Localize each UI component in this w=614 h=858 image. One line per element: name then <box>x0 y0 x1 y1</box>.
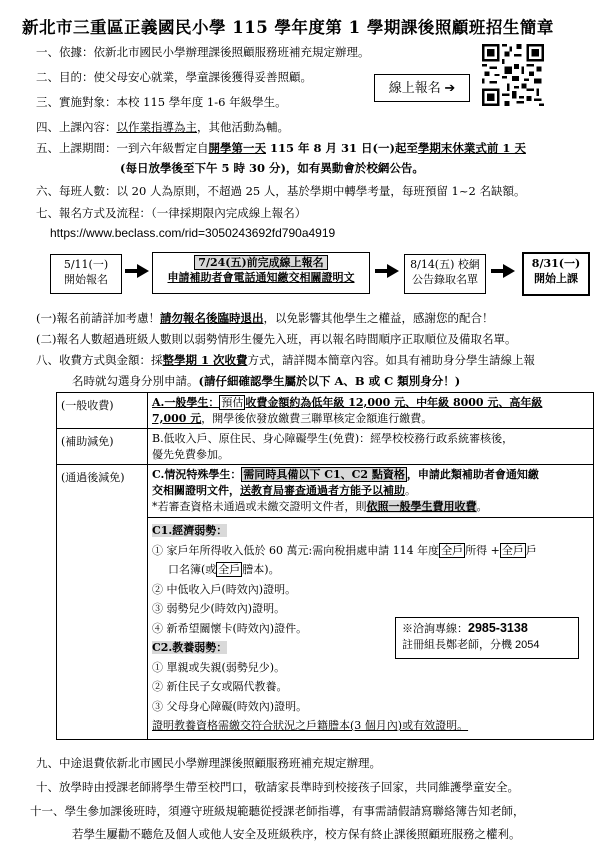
contact-label: ※洽詢專線： <box>402 623 468 635</box>
item-8-line2 <box>72 373 460 389</box>
table-row <box>57 429 594 465</box>
c1-item-1-a: ① 家戶年所得收入低於 60 萬元:需向稅捐處申請 114 年度 <box>152 543 440 557</box>
arrow-right-icon: ➔ <box>444 80 456 95</box>
category-a-title: A.一般學生： <box>152 396 220 409</box>
c1-item-3: ③ 弱勢兒少(時效內)證明。 <box>152 602 286 615</box>
note-1-prefix: (一)報名前請詳加考慮！ <box>36 311 160 325</box>
item-1: 一、依據：依新北市國民小學辦理課後照顧服務班補充規定辦理。 <box>36 45 370 59</box>
c1-item-1-box1: 全戶 <box>441 543 464 557</box>
contact-phone[interactable]: 2985-3138 <box>468 621 528 635</box>
item-8-line2-emphasis: (請仔細確認學生屬於以下 A、B 或 C 類別身分！) <box>198 374 461 388</box>
category-c-line2-suffix: 。 <box>405 484 416 497</box>
c2-item-2: ② 新住民子女或隔代教養。 <box>152 680 288 693</box>
estimate-badge: 預估 <box>221 396 244 409</box>
item-8 <box>36 352 535 368</box>
item-11-line2: 若學生屢勸不聽危及個人或他人安全及班級秩序，校方保有終止課後照顧班服務之權利。 <box>72 827 521 841</box>
c1-item-1-d-box: 全戶 <box>218 563 241 576</box>
c1-item-1-d-prefix: 口名簿(或 <box>168 563 217 576</box>
row-label: (通過後減免) <box>57 465 148 740</box>
row-label: (一般收費) <box>57 393 148 429</box>
note-1 <box>36 310 493 326</box>
category-c-title: C.情況特殊學生： <box>152 468 242 481</box>
flow-step-2 <box>152 252 370 294</box>
row-content <box>148 465 594 740</box>
c1-item-1-box2: 全戶 <box>501 543 524 557</box>
flow-step-3-label: 公告錄取名單 <box>412 273 478 286</box>
item-8-emphasis: 整學期 1 次收費 <box>162 353 248 367</box>
flow-step-1-date: 5/11(一) <box>63 258 109 271</box>
item-8-suffix: 方式，請詳閱本簡章內容。如具有補助身分學生請線上報 <box>247 353 536 367</box>
page-title: 新北市三重區正義國民小學 115 學年度第 1 學期課後照顧班招生簡章 <box>22 18 554 37</box>
row-content <box>148 429 594 465</box>
arrow-right-icon <box>387 264 399 278</box>
category-c-review: 送教育局審查通過者方能予以補助 <box>240 484 405 497</box>
table-row <box>57 465 594 740</box>
signup-url[interactable]: https://www.beclass.com/rid=3050243692fd790a4919 <box>50 226 336 240</box>
category-c-line2-prefix: 交相關證明文件， <box>152 484 240 497</box>
flow-step-4-date: 8/31(一) <box>531 257 581 270</box>
c2-title: C2.教養弱勢： <box>152 641 228 654</box>
category-a-fee-high: 7,000 元 <box>152 411 202 425</box>
category-c-line1-suffix: ，申請此類補助者會通知繳 <box>406 468 539 481</box>
row-label: (補助減免) <box>57 429 148 465</box>
item-7: 七、報名方式及流程：（一律採期限內完成線上報名） <box>36 206 307 220</box>
flow-step-2-label: 申請補助者會電話通知繳交相關證明文 <box>167 271 355 284</box>
flow-step-3-date: 8/14(五) 校網 <box>410 258 480 271</box>
c1-title: C1.經濟弱勢： <box>152 524 228 537</box>
c1-item-4: ④ 新希望關懷卡(時效內)證件。 <box>152 621 308 635</box>
flow-step-1 <box>50 254 122 294</box>
item-4-suffix: ，其他活動為輔。 <box>197 120 289 134</box>
c2-item-1: ① 單親或失親(弱勢兒少)。 <box>152 660 286 674</box>
item-5-end: 學期末休業式前 1 天 <box>417 141 526 155</box>
item-8-line2-prefix: 名時就勾選身分別申請。 <box>72 374 199 388</box>
arrow-right-icon <box>137 264 149 278</box>
item-4 <box>36 119 289 135</box>
category-c-requirement: 需同時具備以下 C1、C2 點資格 <box>243 468 405 481</box>
c2-item-3: ③ 父母身心障礙(時效內)證明。 <box>152 699 308 713</box>
contact-person: 註冊組長鄭老師，分機 2054 <box>402 639 540 651</box>
item-4-emphasis: 以作業指導為主 <box>116 120 197 134</box>
flow-step-4 <box>522 252 590 296</box>
note-1-emphasis: 請勿報名後臨時退出 <box>159 311 264 325</box>
row-content <box>148 393 594 429</box>
item-5-line2: (每日放學後至下午 5 時 30 分)，如有異動會於校網公告。 <box>120 161 424 175</box>
category-b-line2: 優先免費參加。 <box>152 447 229 461</box>
table-row <box>57 393 594 429</box>
item-6: 六、每班人數：以 20 人為原則，不超過 25 人，基於學期中轉學考量，每班預留 1~2 名缺額。 <box>36 184 526 198</box>
c1-item-1-d-suffix: 謄本)。 <box>242 563 280 576</box>
item-8-prefix: 八、收費方式與金額：採 <box>36 353 163 367</box>
fee-table <box>56 392 594 740</box>
contact-box <box>395 617 579 659</box>
category-a-fees: 收費金額約為低年級 12,000 元、中年級 8000 元、高年級 <box>245 396 543 409</box>
item-4-prefix: 四、上課內容： <box>36 120 117 134</box>
arrow-right-icon <box>503 264 515 278</box>
online-signup-label: 線上報名 <box>388 80 441 95</box>
c1-item-1-c: 戶 <box>525 543 537 557</box>
item-5-start: 開學第一天 <box>208 141 266 155</box>
flow-step-1-label: 開始報名 <box>64 273 108 286</box>
c1-item-2: ② 中低收入戶(時效內)證明。 <box>152 582 297 596</box>
flow-step-4-label: 開始上課 <box>534 272 578 285</box>
category-c-note-suffix: 。 <box>476 500 488 513</box>
flow-step-2-date: 7/24(五)前完成線上報名 <box>194 255 327 270</box>
category-b-line1: B.低收入戶、原住民、身心障礙學生(免費)：經學校校務行政系統審核後， <box>152 432 514 445</box>
item-5 <box>36 140 526 156</box>
c1-item-1-b: 所得 + <box>465 543 500 557</box>
category-c-note-emphasis: 依照一般學生費用收費 <box>366 500 477 513</box>
item-9: 九、中途退費依新北市國民小學辦理課後照顧服務班補充規定辦理。 <box>36 756 381 770</box>
item-5-prefix: 五、上課期間：一到六年級暫定自 <box>36 141 209 155</box>
qr-code-icon[interactable] <box>482 44 544 106</box>
note-2: (二)報名人數超過班級人數則以弱勢情形生優先入班，再以報名時間順序正取順位及備取名單。 <box>36 332 517 346</box>
item-11: 十一、學生參加課後班時，須遵守班級規範聽從授課老師指導，有事需請假請寫聯絡簿告知老師， <box>30 804 525 818</box>
category-c-note-prefix: *若審查資格未通過或未繳交證明文件者，則 <box>152 500 367 513</box>
item-2: 二、目的：使父母安心就業，學童課後獲得妥善照顧。 <box>36 70 312 84</box>
c2-note: 證明教養資格需繳交符合狀況之戶籍謄本(3 個月內)或有效證明。 <box>152 719 469 732</box>
flow-step-3 <box>404 254 486 294</box>
item-10: 十、放學時由授課老師將學生帶至校門口，敬請家長準時到校接孩子回家，共同維護學童安全。 <box>36 780 519 794</box>
online-signup-button[interactable] <box>374 74 470 102</box>
note-1-suffix: ，以免影響其他學生之權益，感謝您的配合！ <box>263 311 494 325</box>
item-5-date: 115 年 8 月 31 日(一)起至 <box>266 141 418 155</box>
item-3: 三、實施對象：本校 115 學年度 1-6 年級學生。 <box>36 95 287 109</box>
category-a-note: ，開學後依發放繳費三聯單核定金額進行繳費。 <box>201 411 433 425</box>
